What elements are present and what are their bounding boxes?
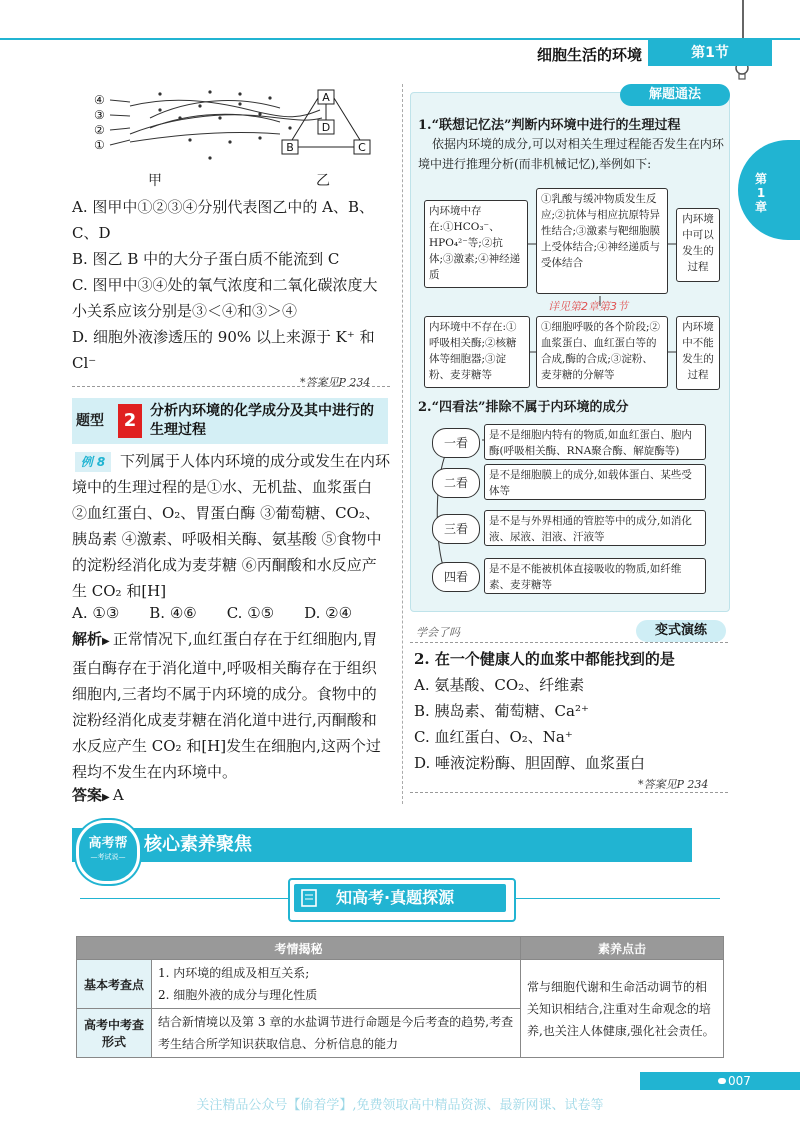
node-a: A [322, 91, 330, 104]
figure-label-jia: 甲 [148, 173, 162, 189]
practice-left-label: 学会了吗 [416, 626, 460, 639]
method-heading-2: 2.“四看法”排除不属于内环境的成分 [418, 400, 629, 415]
row2-content: 结合新情境以及第 3 章的水盐调节进行命题是今后考查的趋势,考查考生结合所学知识获取信息、分析信息的能力 [152, 1009, 521, 1058]
kan-1-text: 是不是细胞内特有的物质,如血红蛋白、胞内酶(呼吸相关酶、RNA聚合酶、解旋酶等) [484, 424, 706, 460]
node-d: D [321, 121, 331, 134]
example-options: A. ①③ B. ④⑥ C. ①⑤ D. ②④ [72, 604, 353, 622]
practice-option-a: A. 氨基酸、CO₂、纤维素 [414, 676, 585, 694]
kan-4-text: 是不是不能被机体直接吸收的物质,如纤维素、麦芽糖等 [484, 558, 706, 594]
row1-content [152, 960, 521, 1009]
chapter-side-tab-label: 第1章 [754, 172, 767, 214]
method-heading-1: 1.“联想记忆法”判断内环境中进行的生理过程 [418, 118, 681, 133]
kan-3-label: 三看 [432, 514, 480, 544]
exam-table [76, 936, 724, 1058]
banner-title: 核心素养聚焦 [144, 834, 252, 855]
logo-subtext: —考试说— [90, 853, 126, 861]
q7-option-b: B. 图乙 B 中的大分子蛋白质不能流到 C [72, 250, 340, 268]
right-cell: 常与细胞代谢和生命活动调节的相关知识相结合,注重对生命观念的培养,也关注人体健康,强化社会责任。 [521, 960, 724, 1058]
example-question: 下列属于人体内环境的成分或发生在内环境中的生理过程的是①水、无机盐、血浆蛋白 ②血红蛋白、O₂、胃蛋白酶 ③葡萄糖、CO₂、胰岛素 ④激素、呼吸相关酶、氨基酸 ⑤食物中的淀粉经消化成为麦芽糖 ⑥丙酮酸和水反应产生 CO₂ 和[H] [72, 452, 391, 600]
q7-option-d: D. 细胞外液渗透压的 90% 以上来源于 K⁺ 和 Cl⁻ [72, 328, 375, 372]
flow-out-mid: ①细胞呼吸的各个阶段;②血浆蛋白、血红蛋白等的合成,酶的合成;③淀粉、麦芽糖的分解等 [536, 316, 668, 388]
zhi-title: 知高考·真题探源 [336, 888, 455, 907]
section-title: 细胞生活的环境 [536, 46, 642, 64]
row1-line-a: 1. 内环境的组成及相互关系; [158, 966, 310, 980]
table-header-2: 素养点击 [521, 937, 724, 960]
book-icon [300, 888, 322, 908]
footer-text: 关注精品公众号【偷着学】,免费领取高中精品资源、最新网课、试卷等 [196, 1098, 604, 1113]
row1-head: 基本考查点 [77, 960, 152, 1009]
section-tab: 第1节 [648, 40, 772, 66]
divider [410, 792, 728, 793]
flow-in-right: 内环境中可以发生的过程 [676, 208, 720, 282]
question-type-number: 2 [118, 404, 142, 438]
play-icon: ▶ [102, 792, 113, 803]
example-badge: 例 8 [75, 452, 111, 472]
q7-answer-ref: *答案见P 234 [300, 376, 371, 389]
node-c: C [358, 141, 366, 154]
answer-label: 答案 [72, 786, 103, 804]
fig-num-3: ③ [94, 108, 105, 122]
flow-in-left: 内环境中存在:①HCO₃⁻、HPO₄²⁻等;②抗体;③激素;④神经递质 [424, 200, 528, 288]
fig-num-1: ① [94, 138, 105, 152]
kan-1-label: 一看 [432, 428, 480, 458]
figure-jia-yi [90, 88, 380, 188]
play-icon: ▶ [102, 636, 113, 647]
page-dot [718, 1078, 726, 1084]
q7-option-a: A. 图甲中①②③④分别代表图乙中的 A、B、C、D [72, 198, 374, 242]
practice-stem: 2. 在一个健康人的血浆中都能找到的是 [414, 650, 675, 668]
row1-line-b: 2. 细胞外液的成分与理化性质 [158, 988, 318, 1002]
question-type-label: 题型 [76, 413, 104, 429]
practice-right-label: 变式演练 [636, 620, 726, 642]
kan-4-label: 四看 [432, 562, 480, 592]
question-type-title: 分析内环境的化学成分及其中进行的生理过程 [150, 403, 374, 438]
analysis-label: 解析 [72, 630, 103, 648]
figure-label-yi: 乙 [316, 173, 330, 189]
practice-question [414, 646, 730, 776]
divider [72, 386, 390, 387]
row2-head: 高考中考查形式 [77, 1009, 152, 1058]
table-header-1: 考情揭秘 [77, 937, 521, 960]
flow-out-left: 内环境中不存在:①呼吸相关酶;②核糖体等细胞器;③淀粉、麦芽糖等 [424, 316, 530, 388]
node-b: B [286, 141, 294, 154]
fig-num-2: ② [94, 123, 105, 137]
flow-in-mid: ①乳酸与缓冲物质发生反应;②抗体与相应抗原特异性结合;③激素与靶细胞膜上受体结合;④神经递质与受体结合 [536, 188, 668, 294]
kan-2-label: 二看 [432, 468, 480, 498]
flow-note: 详见第2章第3节 [548, 300, 628, 313]
example-answer [72, 784, 124, 805]
banner-fold [660, 828, 690, 862]
logo-text: 高考帮 [88, 836, 128, 851]
page-number: 007 [728, 1074, 751, 1088]
practice-option-d: D. 唾液淀粉酶、胆固醇、血浆蛋白 [414, 754, 646, 772]
analysis-text: 正常情况下,血红蛋白存在于红细胞内,胃蛋白酶存在于消化道中,呼吸相关酶存在于组织细胞内,三者均不属于内环境的成分。食物中的淀粉经消化成麦芽糖在消化道中进行,丙酮酸和水反应产生 CO₂ 和[H]发生在细胞内,这两个过程均不发生在内环境中。 [72, 630, 381, 781]
kan-2-text: 是不是细胞膜上的成分,如载体蛋白、某些受体等 [484, 464, 706, 500]
q7-option-c: C. 图甲中③④处的氧气浓度和二氧化碳浓度大小关系应该分别是③＜④和③＞④ [72, 276, 378, 320]
flow-out-right: 内环境中不能发生的过程 [676, 316, 720, 390]
column-divider [402, 84, 403, 804]
answer-value: A [112, 786, 124, 804]
fig-num-4: ④ [94, 93, 105, 107]
method-paragraph-1: 依据内环境的成分,可以对相关生理过程能否发生在内环境中进行推理分析(而非机械记忆),举例如下: [418, 137, 724, 171]
example-analysis [72, 626, 390, 785]
practice-answer-ref: *答案见P 234 [638, 778, 709, 791]
method-box-tag: 解题通法 [620, 84, 730, 106]
practice-option-c: C. 血红蛋白、O₂、Na⁺ [414, 728, 573, 746]
practice-option-b: B. 胰岛素、葡萄糖、Ca²⁺ [414, 702, 589, 720]
kan-3-text: 是不是与外界相通的管腔等中的成分,如消化液、尿液、泪液、汗液等 [484, 510, 706, 546]
